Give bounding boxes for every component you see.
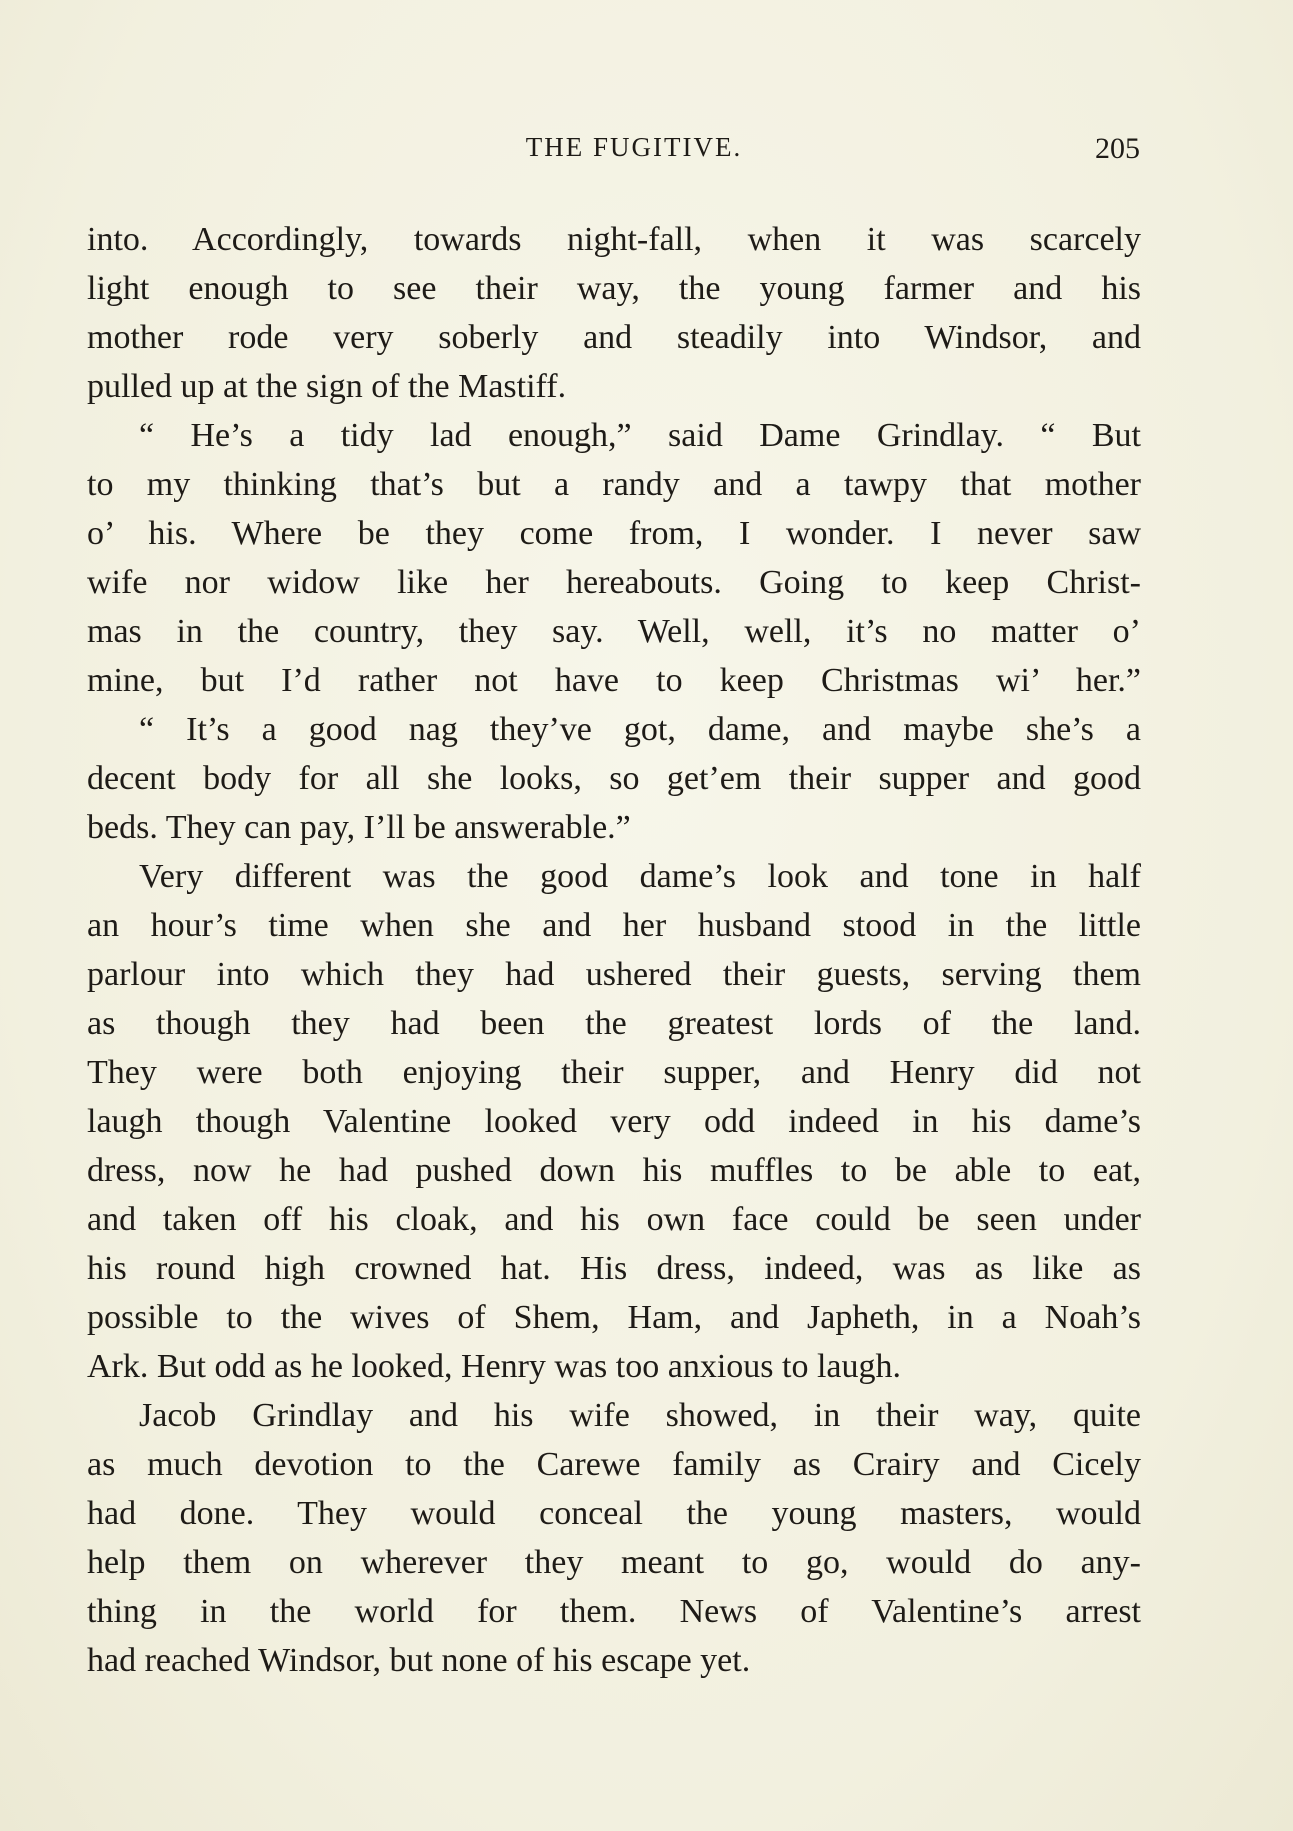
text-line: o’ his. Where be they come from, I wonder. I never saw: [87, 515, 1141, 552]
text-line: light enough to see their way, the young farmer and his: [87, 270, 1141, 307]
text-line: “ He’s a tidy lad enough,” said Dame Grindlay. “ But: [139, 417, 1141, 454]
text-line: Very different was the good dame’s look and tone in half: [139, 858, 1141, 895]
text-line: wife nor widow like her hereabouts. Going to keep Christ-: [87, 564, 1141, 601]
text-line: mine, but I’d rather not have to keep Christmas wi’ her.”: [87, 662, 1141, 699]
text-line: to my thinking that’s but a randy and a tawpy that mother: [87, 466, 1141, 503]
text-line: his round high crowned hat. His dress, indeed, was as like as: [87, 1250, 1141, 1287]
running-head: [88, 132, 1140, 172]
text-line: help them on wherever they meant to go, would do any-: [87, 1544, 1141, 1581]
text-line: mas in the country, they say. Well, well, it’s no matter o’: [87, 613, 1141, 650]
running-title: THE FUGITIVE.: [525, 132, 743, 162]
text-line: beds. They can pay, I’ll be answerable.”: [87, 809, 631, 846]
text-line: into. Accordingly, towards night-fall, when it was scarcely: [87, 221, 1141, 258]
text-line: and taken off his cloak, and his own face could be seen under: [87, 1201, 1141, 1238]
page-number: 205: [1095, 132, 1140, 165]
text-line: had done. They would conceal the young masters, would: [87, 1495, 1141, 1532]
text-line: had reached Windsor, but none of his escape yet.: [87, 1642, 751, 1679]
text-line: They were both enjoying their supper, and Henry did not: [87, 1054, 1141, 1091]
text-line: as though they had been the greatest lords of the land.: [87, 1005, 1141, 1042]
text-line: as much devotion to the Carewe family as Crairy and Cicely: [87, 1446, 1141, 1483]
text-line: mother rode very soberly and steadily into Windsor, and: [87, 319, 1141, 356]
text-line: “ It’s a good nag they’ve got, dame, and maybe she’s a: [139, 711, 1141, 748]
text-line: possible to the wives of Shem, Ham, and Japheth, in a Noah’s: [87, 1299, 1141, 1336]
text-line: pulled up at the sign of the Mastiff.: [87, 368, 567, 405]
text-line: laugh though Valentine looked very odd indeed in his dame’s: [87, 1103, 1141, 1140]
text-line: parlour into which they had ushered their guests, serving them: [87, 956, 1141, 993]
text-line: thing in the world for them. News of Valentine’s arrest: [87, 1593, 1141, 1630]
text-line: Ark. But odd as he looked, Henry was too anxious to laugh.: [87, 1348, 901, 1385]
text-line: an hour’s time when she and her husband stood in the little: [87, 907, 1141, 944]
text-line: decent body for all she looks, so get’em their supper and good: [87, 760, 1141, 797]
text-line: dress, now he had pushed down his muffles to be able to eat,: [87, 1152, 1141, 1189]
text-line: Jacob Grindlay and his wife showed, in their way, quite: [139, 1397, 1141, 1434]
body-text: [87, 215, 1141, 1685]
